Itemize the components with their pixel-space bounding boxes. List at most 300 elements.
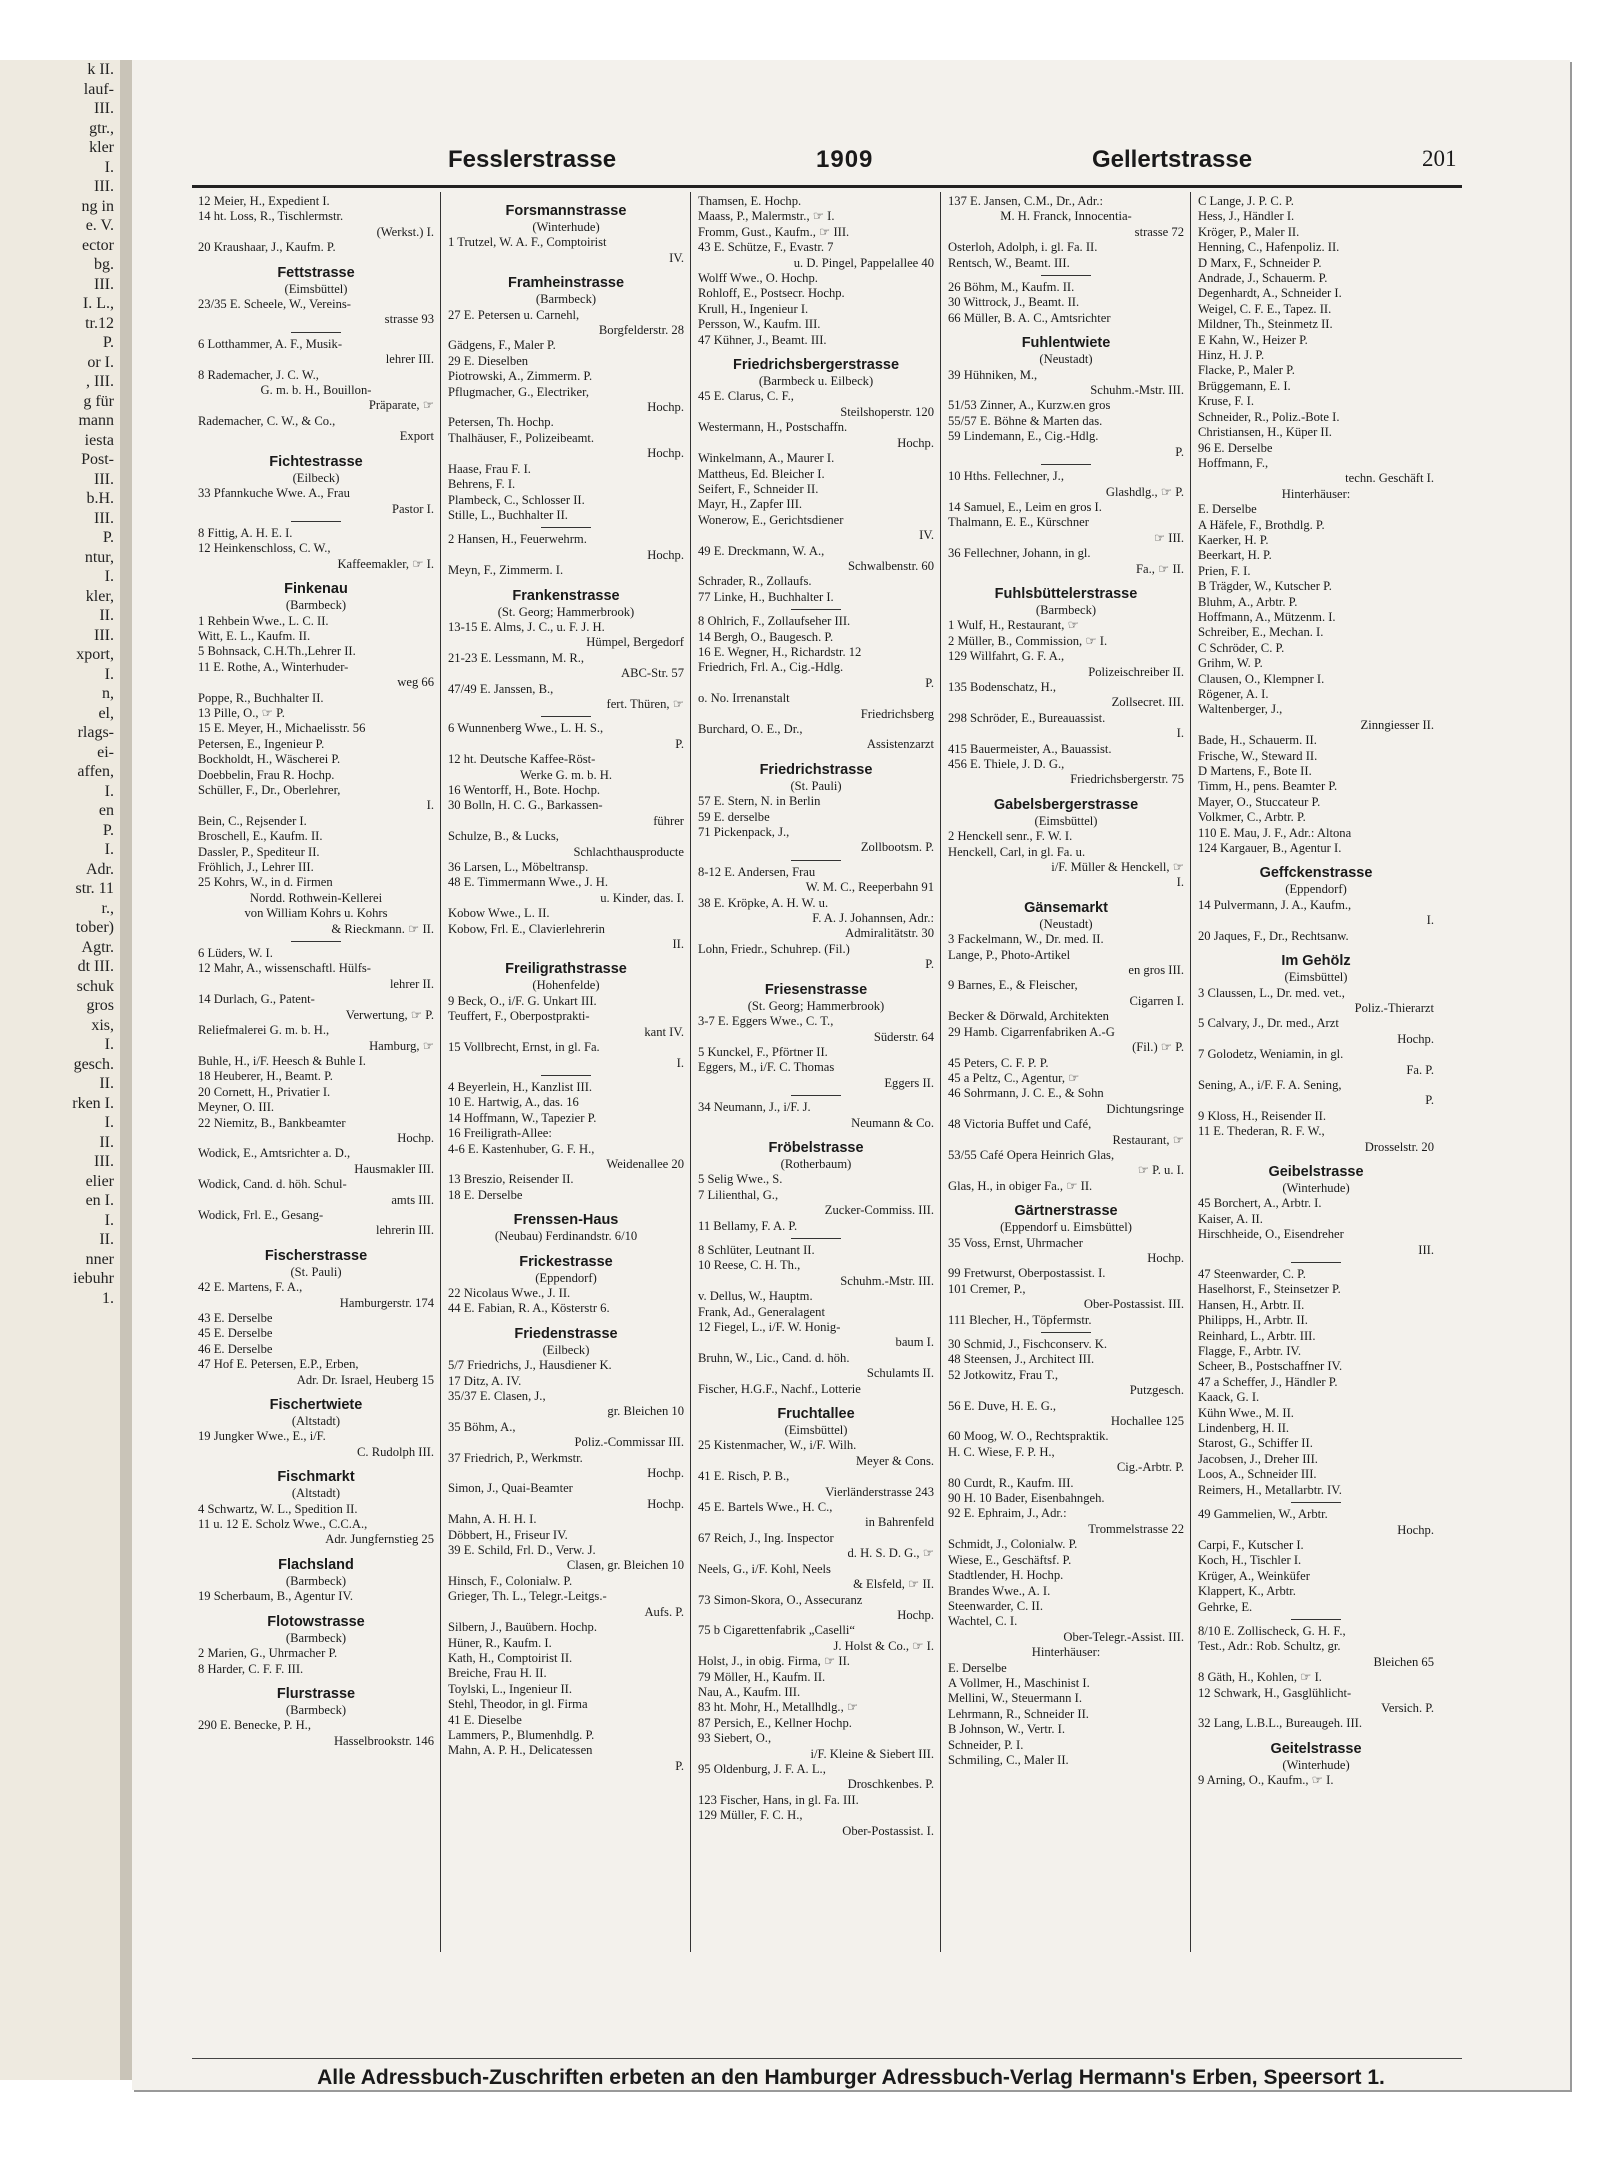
directory-entry-line: Hochp.: [1397, 1031, 1434, 1046]
previous-page-text-line: tr.12: [85, 314, 114, 332]
directory-entry-line: Silbern, J., Bauübern. Hochp.: [448, 1620, 598, 1635]
district-label: (Eppendorf): [1285, 882, 1347, 897]
directory-entry-line: 83 ht. Mohr, H., Metallhdlg., ☞: [698, 1700, 859, 1715]
directory-entry-line: Hoffmann, A., Mützenm. I.: [1198, 609, 1336, 624]
directory-entry-line: Sening, A., i/F. F. A. Sening,: [1198, 1077, 1342, 1092]
directory-entry-line: 37 Friedrich, P., Werkmstr.: [448, 1450, 583, 1465]
section-separator: [791, 1095, 841, 1096]
district-label: (Winterhude): [532, 220, 600, 234]
directory-entry-line: & Elsfeld, ☞ II.: [853, 1577, 934, 1592]
directory-entry-line: i/F. Müller & Henckell, ☞: [1051, 860, 1184, 875]
directory-entry-line: Cig.-Arbtr. P.: [1116, 1460, 1184, 1475]
directory-entry-line: Mellini, W., Steuermann I.: [948, 1691, 1082, 1706]
directory-entry-line: Nordd. Rothwein-Kellerei: [249, 890, 383, 905]
directory-entry-line: 129 Willfahrt, G. F. A.,: [948, 649, 1065, 664]
section-separator: [1041, 464, 1091, 465]
directory-entry-line: W. M. C., Reeperbahn 91: [805, 880, 934, 895]
directory-entry-line: en gros III.: [1128, 963, 1184, 978]
directory-entry-line: Frank, Ad., Generalagent: [698, 1304, 825, 1319]
previous-page-text-line: III.: [94, 1153, 114, 1170]
district-label: (Neustadt): [1039, 916, 1093, 931]
directory-entry-line: ☞ III.: [1153, 530, 1184, 545]
directory-entry-line: Kühn Wwe., M. II.: [1198, 1405, 1294, 1420]
directory-entry-line: C Schröder, C. P.: [1198, 640, 1285, 655]
previous-page-text-line: el,: [98, 704, 114, 722]
previous-page-text-line: n,: [102, 685, 114, 702]
directory-entry-line: 10 Reese, C. H. Th.,: [698, 1258, 801, 1273]
directory-entry-line: 110 E. Mau, J. F., Adr.: Altona: [1198, 825, 1352, 840]
directory-entry-line: Borgfelderstr. 28: [598, 323, 684, 338]
street-heading: Fischertwiete: [269, 1397, 363, 1414]
directory-entry-line: 26 Böhm, M., Kaufm. II.: [948, 280, 1075, 295]
directory-entry-line: P.: [675, 736, 684, 751]
directory-entry-line: gr. Bleichen 10: [607, 1404, 684, 1419]
section-separator: [1291, 1502, 1341, 1503]
directory-entry-line: Test., Adr.: Rob. Schultz, gr.: [1198, 1639, 1341, 1654]
directory-entry-line: 95 Oldenburg, J. F. A. L.,: [698, 1761, 826, 1776]
street-heading: Fuhlentwiete: [1021, 335, 1111, 352]
directory-entry-line: Döbbert, H., Friseur IV.: [448, 1527, 568, 1542]
directory-entry-line: Hinsch, F., Colonialw. P.: [448, 1573, 573, 1588]
directory-entry-line: von William Kohrs u. Kohrs: [244, 906, 388, 921]
directory-entry-line: 14 Durlach, G., Patent-: [198, 992, 315, 1007]
column-divider: [440, 192, 441, 1952]
directory-entry-line: G. m. b. H., Bouillon-: [260, 383, 372, 398]
directory-entry-line: Bleichen 65: [1373, 1654, 1434, 1669]
directory-entry-line: 96 E. Derselbe: [1198, 440, 1273, 455]
directory-entry-line: 14 ht. Loss, R., Tischlermstr.: [198, 209, 344, 224]
directory-entry-line: Bockholdt, H., Wäscherei P.: [198, 752, 341, 767]
directory-entry-line: Hochp.: [397, 1130, 434, 1145]
previous-page-text-line: dt III.: [77, 958, 114, 975]
directory-entry-line: Kaiser, A. II.: [1198, 1211, 1263, 1226]
previous-page-text-line: III.: [94, 470, 114, 488]
directory-entry-line: 66 Müller, B. A. C., Amtsrichter: [948, 310, 1111, 325]
directory-entry-line: 73 Simon-Skora, O., Assecuranz: [698, 1592, 863, 1607]
directory-entry-line: Mayer, O., Stuccateur P.: [1198, 794, 1321, 809]
directory-entry-line: weg 66: [397, 675, 434, 690]
directory-column-2: [448, 194, 684, 1952]
directory-entry-line: Doebbelin, Frau R. Hochp.: [198, 767, 335, 782]
directory-entry-line: Hochp.: [647, 1466, 684, 1481]
directory-entry-line: o. No. Irrenanstalt: [698, 691, 790, 706]
directory-entry-line: Timm, H., pens. Beamter P.: [1198, 779, 1338, 794]
directory-entry-line: 49 E. Dreckmann, W. A.,: [698, 543, 825, 558]
directory-entry-line: Lehrmann, R., Schneider II.: [948, 1706, 1089, 1721]
directory-column-1: [198, 194, 434, 1952]
directory-entry-line: 14 Pulvermann, J. A., Kaufm.,: [1198, 897, 1352, 912]
previous-page-text-line: II.: [99, 1231, 114, 1248]
directory-entry-line: Clausen, O., Klempner I.: [1198, 671, 1325, 686]
directory-entry-line: Verwertung, ☞ P.: [345, 1007, 434, 1022]
directory-entry-line: 43 E. Derselbe: [198, 1311, 273, 1325]
directory-entry-line: Nau, A., Kaufm. III.: [698, 1684, 801, 1699]
previous-page-text-line: I.: [104, 665, 114, 683]
directory-entry-line: Pastor I.: [392, 501, 434, 516]
directory-entry-line: 45 a Peltz, C., Agentur, ☞: [948, 1070, 1080, 1085]
section-separator: [541, 527, 591, 528]
directory-entry-line: Droschkenbes. P.: [847, 1777, 934, 1792]
directory-entry-line: Flagge, F., Arbtr. IV.: [1198, 1344, 1302, 1359]
directory-column-3: [698, 194, 934, 1952]
directory-entry-line: Fröhlich, J., Lehrer III.: [198, 860, 314, 875]
district-label: (Barmbeck): [1035, 602, 1097, 617]
directory-entry-line: Fa., ☞ II.: [1135, 561, 1184, 576]
directory-entry-line: Rademacher, C. W., & Co.,: [198, 413, 336, 428]
directory-entry-line: Haase, Frau F. I.: [448, 461, 531, 476]
directory-entry-line: 124 Kargauer, B., Agentur I.: [1198, 841, 1342, 856]
previous-page-text-line: III.: [94, 100, 114, 117]
directory-entry-line: Winkelmann, A., Maurer I.: [698, 451, 835, 466]
directory-entry-line: Starost, G., Schiffer II.: [1198, 1436, 1313, 1451]
district-label: Hinterhäuser:: [1281, 486, 1351, 501]
previous-page-text-line: ng in: [81, 197, 114, 215]
street-heading: Fettstrasse: [277, 264, 355, 281]
previous-page-text-line: elier: [85, 1172, 114, 1190]
previous-page-text-line: ntur,: [84, 548, 114, 566]
previous-page-text-line: ector: [82, 236, 114, 254]
directory-entry-line: 16 E. Wegner, H., Richardstr. 12: [698, 644, 862, 659]
section-separator: [541, 1075, 591, 1076]
directory-entry-line: 27 E. Petersen u. Carnehl,: [448, 307, 580, 322]
directory-entry-line: 6 Lotthammer, A. F., Musik-: [198, 336, 343, 351]
directory-entry-line: Schüller, F., Dr., Oberlehrer,: [198, 783, 341, 797]
directory-entry-line: 44 E. Fabian, R. A., Kösterstr 6.: [448, 1301, 610, 1316]
directory-entry-line: Reimers, H., Metallarbtr. IV.: [1198, 1482, 1342, 1497]
directory-entry-line: Zinngiesser II.: [1360, 717, 1434, 732]
directory-entry-line: 41 E. Dieselbe: [448, 1712, 522, 1727]
directory-entry-line: Poliz.-Commissar III.: [574, 1435, 684, 1450]
street-heading: Geffckenstrasse: [1259, 865, 1373, 882]
street-heading: Freiligrathstrasse: [505, 961, 627, 978]
directory-entry-line: 137 E. Jansen, C.M., Dr., Adr.:: [948, 194, 1103, 208]
district-label: (Barmbeck): [285, 1630, 347, 1645]
directory-entry-line: II.: [672, 937, 684, 952]
directory-entry-line: 90 H. 10 Bader, Eisenbahngeh.: [948, 1491, 1105, 1506]
previous-page-text-line: iesta: [84, 431, 114, 449]
directory-entry-line: Beerkart, H. P.: [1198, 548, 1272, 563]
directory-entry-line: Henning, C., Hafenpoliz. II.: [1198, 240, 1340, 255]
directory-entry-line: 12 Fiegel, L., i/F. W. Honig-: [698, 1320, 841, 1334]
directory-entry-line: IV.: [669, 250, 684, 265]
directory-entry-line: E Kahn, W., Heizer P.: [1198, 332, 1308, 347]
previous-page-text-line: III.: [94, 178, 114, 195]
directory-entry-line: Henckell, Carl, in gl. Fa. u.: [948, 844, 1086, 859]
directory-entry-line: baum I.: [895, 1335, 934, 1350]
directory-entry-line: Wonerow, E., Gerichtsdiener: [698, 512, 844, 527]
directory-entry-line: strasse 93: [384, 312, 434, 327]
directory-entry-line: 42 E. Martens, F. A.,: [198, 1280, 303, 1295]
directory-entry-line: H. C. Wiese, F. P. H.,: [948, 1444, 1055, 1459]
directory-entry-line: Schulamts II.: [866, 1366, 934, 1381]
street-heading: Fischmarkt: [277, 1469, 355, 1486]
directory-entry-line: Hochp.: [1147, 1250, 1184, 1265]
district-label: Hinterhäuser:: [1031, 1645, 1101, 1660]
directory-entry-line: Glas, H., in obiger Fa., ☞ II.: [948, 1178, 1093, 1193]
directory-entry-line: Volkmer, C., Arbtr. P.: [1198, 810, 1306, 825]
directory-entry-line: 12 Meier, H., Expedient I.: [198, 194, 330, 208]
directory-entry-line: (Fil.) ☞ P.: [1132, 1040, 1184, 1055]
previous-page-text-line: , III.: [86, 373, 114, 390]
directory-entry-line: Westermann, H., Postschaffn.: [698, 420, 848, 435]
directory-entry-line: Jacobsen, J., Dreher III.: [1198, 1451, 1318, 1466]
directory-entry-line: B Johnson, W., Vertr. I.: [948, 1722, 1065, 1737]
directory-entry-line: 75 b Cigarettenfabrik „Caselli“: [698, 1623, 856, 1638]
directory-entry-line: d. H. S. D. G., ☞: [847, 1546, 934, 1561]
directory-entry-line: 123 Fischer, Hans, in gl. Fa. III.: [698, 1792, 859, 1807]
directory-entry-line: i/F. Kleine & Siebert III.: [810, 1746, 934, 1761]
directory-entry-line: Petersen, Th. Hochp.: [448, 415, 554, 430]
directory-entry-line: Christiansen, H., Küper II.: [1198, 425, 1332, 440]
page-header: [132, 146, 1570, 186]
street-heading: Fuhlsbüttelerstrasse: [994, 585, 1138, 602]
directory-entry-line: 8 Ohlrich, F., Zollaufseher III.: [698, 614, 851, 629]
directory-entry-line: 79 Möller, H., Kaufm. II.: [698, 1669, 826, 1684]
directory-entry-line: & Rieckmann. ☞ II.: [331, 921, 434, 936]
directory-entry-line: 4 Schwartz, W. L., Spedition II.: [198, 1501, 358, 1516]
previous-page-text-line: mann: [78, 412, 114, 429]
section-separator: [541, 716, 591, 717]
directory-entry-line: 35 Böhm, A.,: [448, 1419, 516, 1434]
directory-page: [132, 60, 1570, 2090]
directory-entry-line: Friedrichsbergerstr. 75: [1070, 772, 1184, 787]
directory-entry-line: 93 Siebert, O.,: [698, 1731, 772, 1746]
directory-entry-line: Drosselstr. 20: [1364, 1139, 1434, 1154]
directory-entry-line: 14 Bergh, O., Baugesch. P.: [698, 629, 834, 644]
directory-entry-line: 8-12 E. Andersen, Frau: [698, 864, 816, 879]
directory-entry-line: Klappert, K., Arbtr.: [1198, 1584, 1296, 1599]
directory-entry-line: Gädgens, F., Maler P.: [448, 338, 556, 353]
directory-entry-line: Hochp.: [897, 435, 934, 450]
directory-entry-line: 3 Claussen, L., Dr. med. vet.,: [1198, 985, 1345, 1000]
directory-entry-line: Reliefmalerei G. m. b. H.,: [198, 1023, 330, 1038]
section-separator: [1291, 1262, 1341, 1263]
district-label: (Rotherbaum): [780, 1156, 852, 1171]
previous-page-text-line: bg.: [94, 256, 114, 273]
directory-entry-line: Hochallee 125: [1110, 1414, 1184, 1429]
directory-entry-line: 8 Rademacher, J. C. W.,: [198, 367, 319, 382]
directory-entry-line: Glashdlg., ☞ P.: [1105, 484, 1184, 499]
directory-entry-line: Fromm, Gust., Kaufm., ☞ III.: [698, 224, 850, 239]
directory-entry-line: 4 Beyerlein, H., Kanzlist III.: [448, 1079, 593, 1094]
previous-page-text-line: Agtr.: [81, 938, 114, 956]
previous-page-text-line: tober): [75, 919, 114, 936]
directory-entry-line: 19 Scherbaum, B., Agentur IV.: [198, 1589, 354, 1604]
directory-entry-line: 33 Pfannkuche Wwe. A., Frau: [198, 486, 350, 501]
section-separator: [791, 609, 841, 610]
directory-entry-line: F. A. J. Johannsen, Adr.:: [812, 911, 934, 926]
directory-entry-line: 22 Nicolaus Wwe., J. II.: [448, 1285, 571, 1300]
directory-entry-line: 48 Victoria Buffet und Café,: [948, 1117, 1092, 1132]
directory-entry-line: Hinz, H. J. P.: [1198, 348, 1265, 363]
previous-page-text-line: I.: [104, 1114, 114, 1131]
directory-entry-line: Burchard, O. E., Dr.,: [698, 722, 803, 736]
district-label: (Eimsbüttel): [1284, 970, 1348, 985]
previous-page-text-line: I.: [104, 1036, 114, 1053]
directory-entry-line: 22 Niemitz, B., Bankbeamter: [198, 1115, 346, 1130]
directory-entry-line: 2 Henckell senr., F. W. I.: [948, 829, 1073, 844]
section-separator: [1291, 1619, 1341, 1620]
previous-page-text-line: rken I.: [72, 1094, 114, 1112]
previous-page-text-line: 1.: [102, 1289, 114, 1307]
directory-entry-line: ☞ P. u. I.: [1137, 1163, 1184, 1178]
directory-entry-line: 30 Bolln, H. C. G., Barkassen-: [448, 798, 603, 813]
directory-entry-line: Versich. P.: [1381, 1700, 1434, 1715]
directory-entry-line: 55/57 E. Böhne & Marten das.: [948, 413, 1103, 428]
directory-entry-line: Behrens, F. I.: [448, 477, 516, 492]
directory-entry-line: Restaurant, ☞: [1112, 1132, 1184, 1147]
previous-page-text-line: I.: [104, 841, 114, 858]
directory-entry-line: Flacke, P., Maler P.: [1198, 363, 1295, 378]
directory-entry-line: I.: [1176, 875, 1184, 890]
directory-entry-line: 11 u. 12 E. Scholz Wwe., C.C.A.,: [198, 1517, 368, 1532]
directory-entry-line: Mattheus, Ed. Bleicher I.: [698, 466, 825, 481]
directory-entry-line: III.: [1418, 1242, 1434, 1257]
street-heading: Gänsemarkt: [1024, 899, 1108, 916]
district-label: (Eimsbüttel): [1034, 813, 1098, 828]
directory-entry-line: lehrer II.: [389, 976, 434, 991]
previous-page-text-line: II.: [99, 607, 114, 624]
directory-entry-line: 3 Fackelmann, W., Dr. med. II.: [948, 932, 1104, 947]
directory-entry-line: 4-6 E. Kastenhuber, G. F. H.,: [448, 1141, 595, 1156]
directory-entry-line: Becker & Dörwald, Architekten: [948, 1009, 1109, 1024]
directory-entry-line: Eggers, M., i/F. C. Thomas: [698, 1060, 835, 1075]
directory-entry-line: Kobow, Frl. E., Clavierlehrerin: [448, 921, 605, 936]
directory-entry-line: 48 E. Timmermann Wwe., J. H.: [448, 875, 608, 890]
directory-entry-line: Hochp.: [647, 547, 684, 562]
directory-entry-line: 12 Schwark, H., Gasglühlicht-: [1198, 1685, 1352, 1700]
directory-entry-line: M. H. Franck, Innocentia-: [1000, 209, 1132, 224]
directory-entry-line: 11 E. Rothe, A., Winterhuder-: [198, 659, 349, 674]
directory-entry-line: Kaffeemakler, ☞ I.: [337, 556, 434, 571]
directory-entry-line: I.: [676, 1055, 684, 1070]
directory-entry-line: 21-23 E. Lessmann, M. R.,: [448, 650, 585, 665]
directory-entry-line: 5/7 Friedrichs, J., Hausdiener K.: [448, 1358, 612, 1373]
directory-entry-line: 13-15 E. Alms, J. C., u. F. J. H.: [448, 619, 605, 634]
directory-entry-line: 20 Cornett, H., Privatier I.: [198, 1084, 331, 1099]
directory-entry-line: 39 Hühniken, M.,: [948, 367, 1038, 382]
directory-entry-line: Hochp.: [647, 446, 684, 461]
district-label: (Barmbeck): [285, 1702, 347, 1717]
directory-entry-line: 6 Wunnenberg Wwe., L. H. S.,: [448, 721, 604, 736]
district-label: (Eilbeck): [292, 470, 340, 485]
directory-entry-line: 8 Gäth, H., Kohlen, ☞ I.: [1198, 1670, 1322, 1685]
directory-entry-line: 14 Hoffmann, W., Tapezier P.: [448, 1110, 597, 1125]
directory-entry-line: lehrer III.: [385, 352, 434, 367]
directory-entry-line: 16 Wentorff, H., Bote. Hochp.: [448, 783, 601, 797]
directory-entry-line: 36 Larsen, L., Möbeltransp.: [448, 860, 589, 875]
previous-page-text-line: III.: [94, 626, 114, 644]
directory-entry-line: 52 Jotkowitz, Frau T.,: [948, 1367, 1059, 1382]
directory-entry-line: Mahn, A. H. H. I.: [448, 1512, 537, 1527]
directory-entry-line: 12 ht. Deutsche Kaffee-Röst-: [448, 752, 596, 767]
previous-page-text-line: Post-: [81, 451, 114, 468]
directory-entry-line: Neumann & Co.: [851, 1115, 934, 1130]
directory-entry-line: Krull, H., Ingenieur I.: [698, 301, 809, 316]
section-separator: [291, 332, 341, 333]
directory-entry-line: D Marx, F., Schneider P.: [1198, 255, 1322, 270]
directory-entry-line: Hasselbrookstr. 146: [333, 1733, 434, 1748]
district-label: (Neustadt): [1039, 352, 1093, 367]
district-label: (Hohenfelde): [532, 978, 600, 993]
directory-entry-line: 20 Kraushaar, J., Kaufm. P.: [198, 240, 336, 255]
directory-column-5: [1198, 194, 1434, 1952]
column-divider: [1190, 192, 1191, 1952]
directory-entry-line: 25 Kohrs, W., in d. Firmen: [198, 875, 333, 890]
section-separator: [791, 1238, 841, 1239]
directory-entry-line: 59 Lindemann, E., Cig.-Hdlg.: [948, 429, 1099, 444]
directory-entry-line: Poliz.-Thierarzt: [1354, 1000, 1434, 1015]
directory-entry-line: 10 Hths. Fellechner, J.,: [948, 469, 1064, 484]
directory-entry-line: Grieger, Th. L., Telegr.-Leitgs.-: [448, 1589, 607, 1604]
previous-page-text-line: ei-: [97, 743, 114, 761]
street-heading: Fröbelstrasse: [768, 1139, 864, 1156]
directory-entry-line: Süderstr. 64: [873, 1029, 934, 1044]
directory-entry-line: 9 Beck, O., i/F. G. Unkart III.: [448, 993, 597, 1008]
directory-entry-line: 25 Kistenmacher, W., i/F. Wilh.: [698, 1438, 857, 1453]
directory-entry-line: 101 Cremer, P.,: [948, 1281, 1026, 1296]
directory-entry-line: Hausmakler III.: [354, 1161, 434, 1176]
previous-page-edge: [0, 60, 123, 2080]
street-heading: Friedrichsbergerstrasse: [732, 357, 900, 374]
previous-page-text-line: I.: [104, 158, 114, 176]
directory-entry-line: Pflugmacher, G., Electriker,: [448, 384, 589, 399]
district-label: (Barmbeck): [285, 1573, 347, 1588]
directory-entry-line: Carpi, F., Kutscher I.: [1198, 1537, 1304, 1552]
previous-page-text-line: I. L.,: [82, 295, 114, 312]
district-label: (Eimsbüttel): [284, 281, 348, 296]
directory-entry-line: 8 Harder, C. F. F. III.: [198, 1661, 304, 1676]
previous-page-text-line: iebuhr: [73, 1270, 114, 1287]
previous-page-text-line: affen,: [77, 763, 114, 780]
directory-entry-line: Thalhäuser, F., Polizeibeamt.: [448, 430, 595, 445]
street-heading: Fischerstrasse: [264, 1247, 368, 1264]
column-divider: [940, 192, 941, 1952]
directory-entry-line: Schmidt, J., Colonialw. P.: [948, 1537, 1078, 1552]
directory-entry-line: 17 Ditz, A. IV.: [448, 1373, 522, 1388]
directory-entry-line: 51/53 Zinner, A., Kurzw.en gros: [948, 398, 1111, 413]
directory-entry-line: Persson, W., Kaufm. III.: [698, 317, 821, 332]
directory-entry-line: Haselhorst, F., Steinsetzer P.: [1198, 1282, 1341, 1297]
directory-entry-line: Degenhardt, A., Schneider I.: [1198, 286, 1342, 301]
directory-entry-line: Meyn, F., Zimmerm. I.: [448, 563, 564, 578]
directory-entry-line: 2 Marien, G., Uhrmacher P.: [198, 1646, 338, 1661]
directory-entry-line: Fischer, H.G.F., Nachf., Lotterie: [698, 1381, 861, 1396]
directory-entry-line: 5 Selig Wwe., S.: [698, 1172, 783, 1187]
district-label: (Winterhude): [1282, 1757, 1350, 1772]
directory-entry-line: Seifert, F., Schneider II.: [698, 481, 819, 496]
directory-entry-line: Hochp.: [647, 1496, 684, 1511]
directory-entry-line: Werke G. m. b. H.: [519, 767, 613, 782]
previous-page-text-line: P.: [102, 821, 114, 839]
directory-entry-line: Fa. P.: [1406, 1062, 1434, 1077]
directory-entry-line: Lammers, P., Blumenhdlg. P.: [448, 1727, 595, 1742]
directory-entry-line: 2 Hansen, H., Feuerwehrm.: [448, 532, 587, 547]
district-label: (St. Georg; Hammerbrook): [747, 998, 885, 1013]
previous-page-text-line: rlags-: [77, 724, 114, 741]
directory-entry-line: Wiese, E., Geschäftsf. P.: [948, 1552, 1072, 1567]
directory-entry-line: D Martens, F., Bote II.: [1198, 764, 1312, 779]
directory-entry-line: Wachtel, C. I.: [948, 1614, 1018, 1629]
directory-entry-line: Hamburg, ☞: [369, 1038, 434, 1053]
directory-entry-line: Stille, L., Buchhalter II.: [448, 507, 568, 522]
directory-entry-line: Wodick, Frl. E., Gesang-: [198, 1207, 324, 1222]
directory-entry-line: Steilshoperstr. 120: [840, 404, 934, 419]
directory-entry-line: 7 Lilienthal, G.,: [698, 1187, 779, 1202]
directory-entry-line: in Bahrenfeld: [865, 1515, 934, 1530]
directory-entry-line: 57 E. Stern, N. in Berlin: [698, 794, 821, 809]
district-label: (Barmbeck u. Eilbeck): [758, 374, 874, 389]
